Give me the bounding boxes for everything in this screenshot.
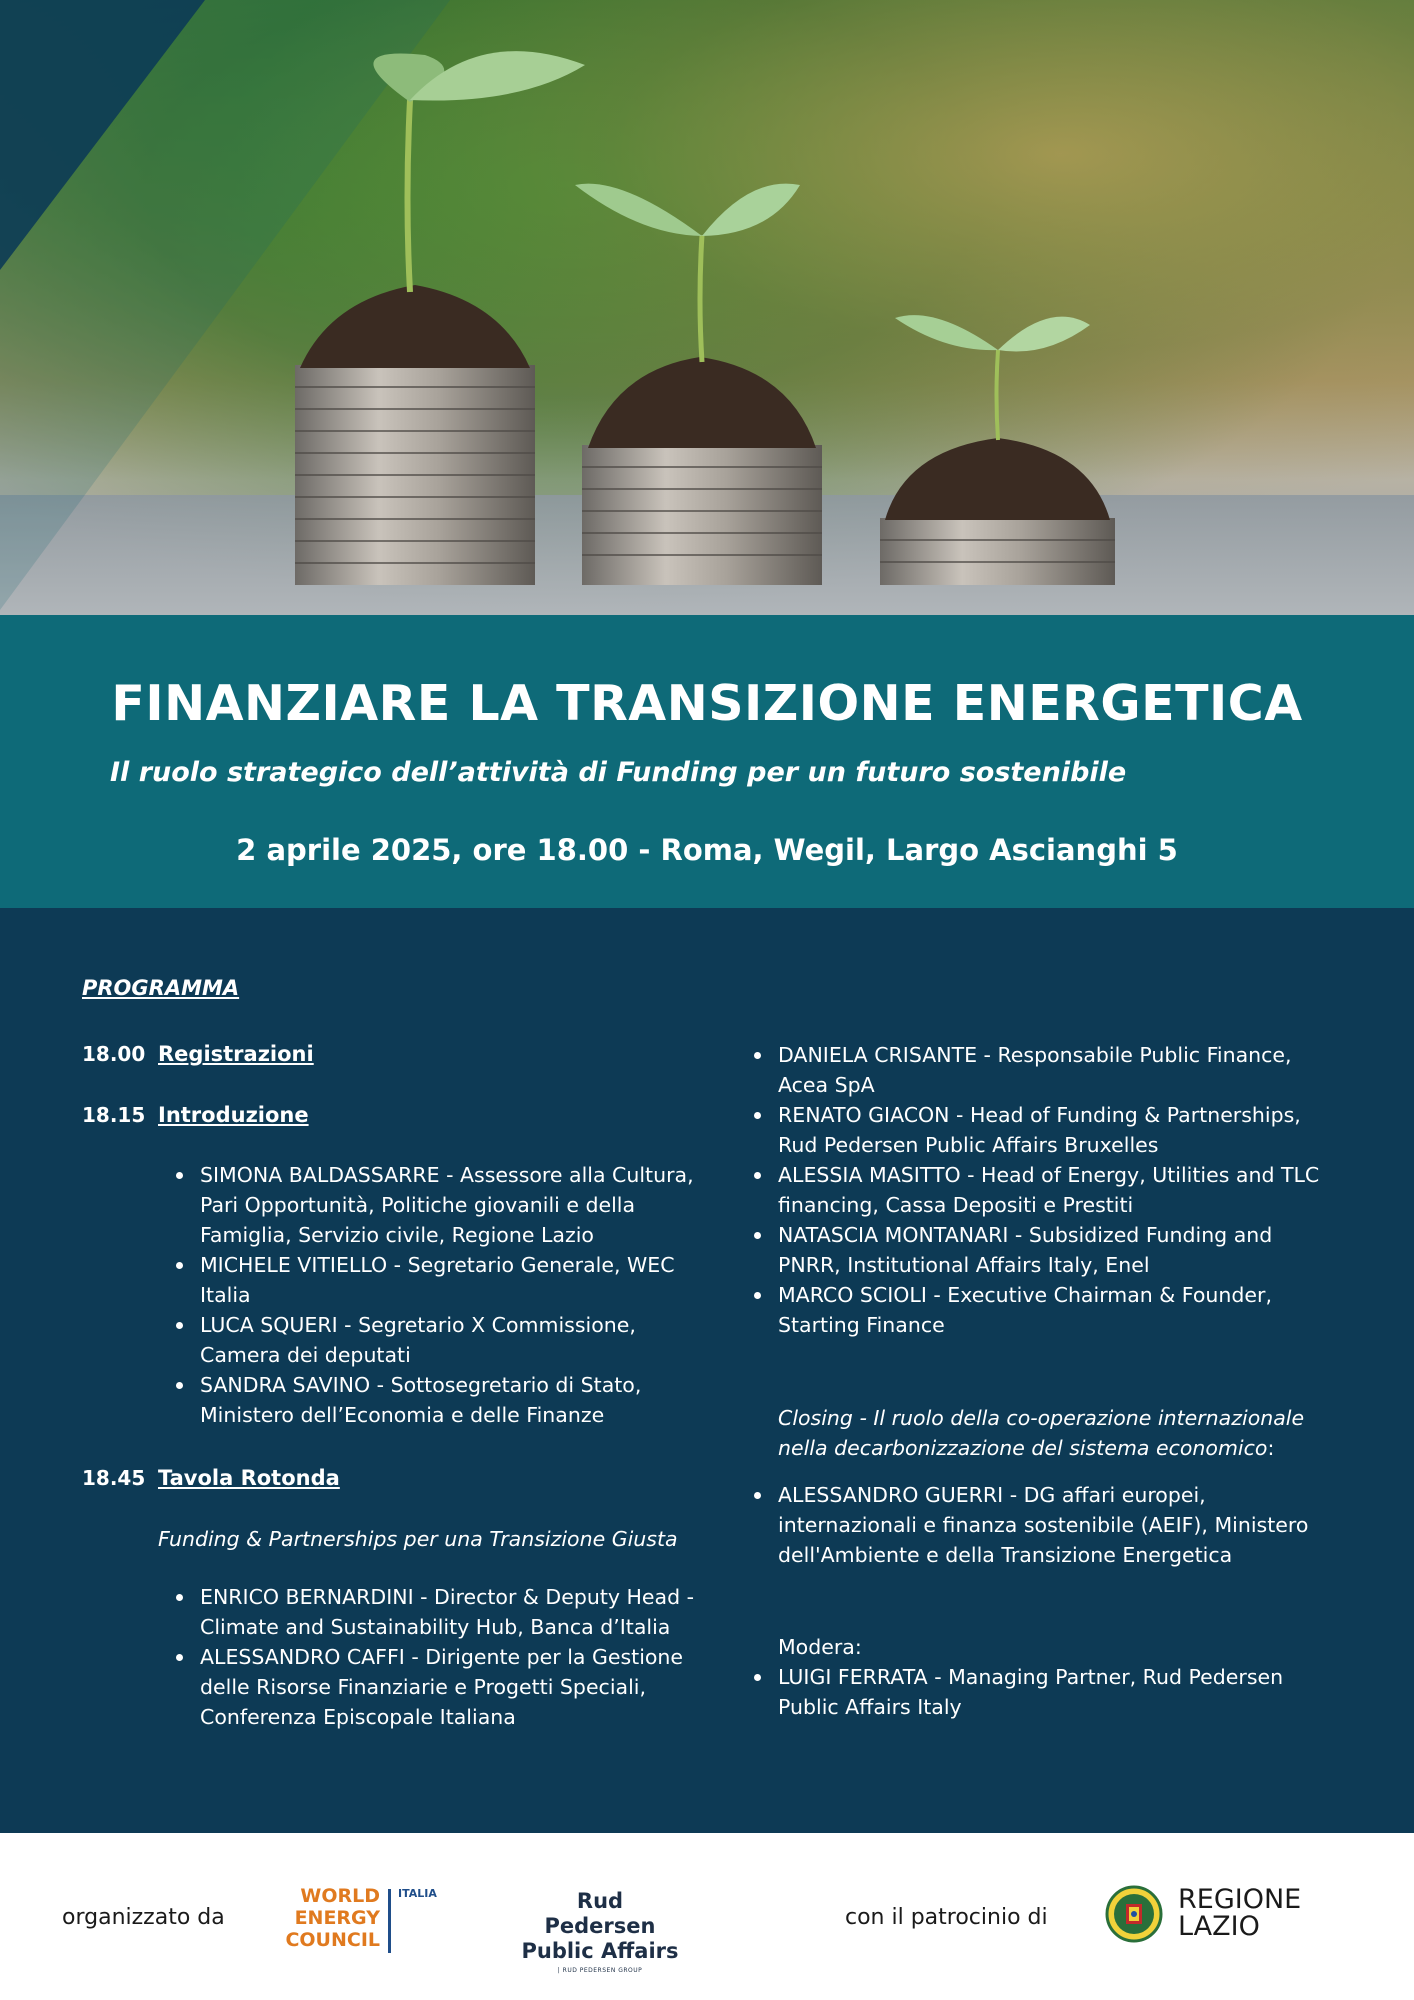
- rud-pedersen-logo: [520, 1889, 680, 1974]
- list-item: ALESSANDRO GUERRI - DG affari europei, internazionali e finanza sostenibile (AEIF), Ministero dell'Ambiente e della Transizione Energetica: [736, 1480, 1338, 1570]
- closing-text: Closing - Il ruolo della co-operazione internazionale nella decarbonizzazione del sistema economico: [778, 1406, 1305, 1460]
- slot-introduzione: [82, 1103, 309, 1127]
- patronage-label: con il patrocinio di: [845, 1905, 1048, 1930]
- list-item: MICHELE VITIELLO - Segretario Generale, WEC Italia: [158, 1250, 718, 1310]
- program-section: [0, 908, 1414, 1833]
- list-item: ENRICO BERNARDINI - Director & Deputy Head - Climate and Sustainability Hub, Banca d’Italia: [158, 1582, 718, 1642]
- slot-tavola-rotonda: [82, 1466, 340, 1490]
- slot-name: Registrazioni: [158, 1042, 314, 1066]
- wec-divider: [388, 1889, 391, 1953]
- list-item: RENATO GIACON - Head of Funding & Partnerships, Rud Pedersen Public Affairs Bruxelles: [736, 1100, 1338, 1160]
- roundtable-theme: Funding & Partnerships per una Transizione Giusta: [158, 1527, 678, 1551]
- coin-stack-small: [880, 315, 1115, 585]
- list-item: ALESSIA MASITTO - Head of Energy, Utilities and TLC financing, Cassa Depositi e Prestiti: [736, 1160, 1338, 1220]
- event-dateline: 2 aprile 2025, ore 18.00 - Roma, Wegil, Largo Ascianghi 5: [236, 833, 1178, 867]
- regione-lazio-seal-icon: [1105, 1885, 1163, 1943]
- wec-line: WORLD: [300, 1885, 380, 1907]
- rud-group: | RUD PEDERSEN GROUP: [557, 1967, 643, 1974]
- hero-image: [0, 0, 1414, 615]
- slot-time: 18.45: [82, 1466, 146, 1490]
- region-line: REGIONE: [1178, 1884, 1302, 1915]
- list-item: NATASCIA MONTANARI - Subsidized Funding and PNRR, Institutional Affairs Italy, Enel: [736, 1220, 1338, 1280]
- region-line: LAZIO: [1178, 1911, 1260, 1942]
- closing-speakers: [778, 1480, 1338, 1570]
- list-item: SANDRA SAVINO - Sottosegretario di Stato, Ministero dell’Economia e delle Finanze: [158, 1370, 718, 1430]
- wec-country: ITALIA: [398, 1887, 437, 1900]
- list-item: DANIELA CRISANTE - Responsabile Public Finance, Acea SpA: [736, 1040, 1338, 1100]
- list-item: LUCA SQUERI - Segretario X Commissione, Camera dei deputati: [158, 1310, 718, 1370]
- wec-line: COUNCIL: [285, 1929, 380, 1951]
- list-item: ALESSANDRO CAFFI - Dirigente per la Gestione delle Risorse Finanziarie e Progetti Speciali, Conferenza Episcopale Italiana: [158, 1642, 718, 1732]
- slot-time: 18.00: [82, 1042, 146, 1066]
- list-item: MARCO SCIOLI - Executive Chairman & Founder, Starting Finance: [736, 1280, 1338, 1340]
- regione-lazio-logo: [1178, 1886, 1301, 1940]
- roundtable-speakers-left: [158, 1582, 718, 1732]
- world-energy-council-logo: [268, 1885, 448, 1965]
- slot-name: Tavola Rotonda: [158, 1466, 340, 1490]
- roundtable-speakers-right: [778, 1040, 1338, 1340]
- list-item: SIMONA BALDASSARRE - Assessore alla Cultura, Pari Opportunità, Politiche giovanili e della Famiglia, Servizio civile, Regione Lazio: [158, 1160, 718, 1250]
- list-item: LUIGI FERRATA - Managing Partner, Rud Pedersen Public Affairs Italy: [736, 1662, 1338, 1722]
- event-subtitle: Il ruolo strategico dell’attività di Funding per un futuro sostenibile: [110, 757, 1127, 788]
- moderator-label: Modera:: [778, 1635, 862, 1659]
- rud-line: Rud Pedersen: [544, 1889, 656, 1938]
- rud-line: Public Affairs: [521, 1939, 679, 1963]
- slot-name: Introduzione: [158, 1103, 309, 1127]
- moderator-block: [778, 1632, 1338, 1722]
- intro-speakers: [158, 1160, 718, 1430]
- coin-stack-medium: [575, 184, 822, 585]
- program-label: PROGRAMMA: [82, 976, 240, 1000]
- event-title: FINANZIARE LA TRANSIZIONE ENERGETICA: [111, 675, 1303, 732]
- wec-line: ENERGY: [294, 1907, 380, 1929]
- closing-colon: :: [1267, 1436, 1275, 1460]
- organized-by-label: organizzato da: [62, 1905, 225, 1930]
- slot-time: 18.15: [82, 1103, 146, 1127]
- footer: [0, 1833, 1414, 2000]
- slot-registrazioni: [82, 1042, 314, 1066]
- closing-intro: [778, 1403, 1318, 1463]
